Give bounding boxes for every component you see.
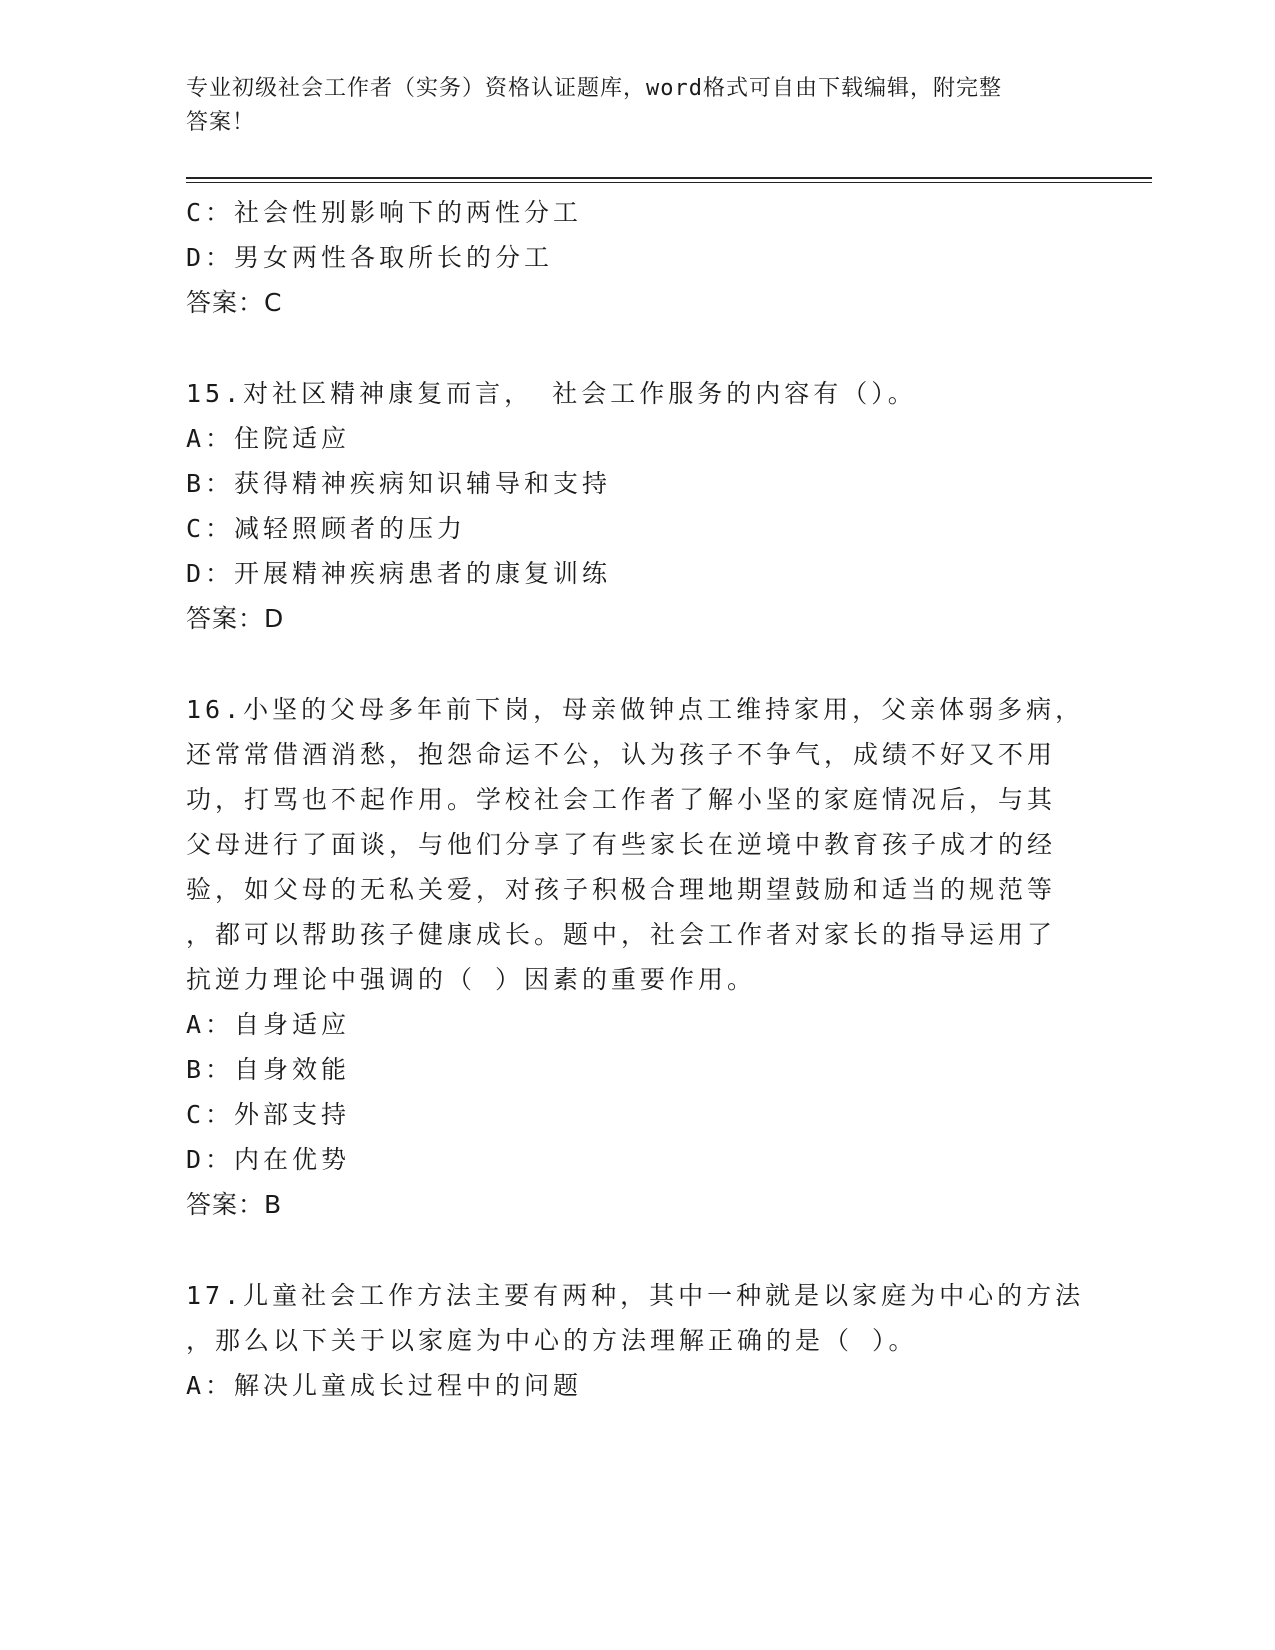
q15-stem: 15.对社区精神康复而言， 社会工作服务的内容有（）。 (186, 379, 917, 408)
spacer (186, 326, 1086, 371)
q17-option-a: A：解决儿童成长过程中的问题 (186, 1371, 583, 1400)
q15-option-d: D：开展精神疾病患者的康复训练 (186, 559, 612, 588)
header-line-2: 答案！ (186, 110, 256, 135)
q15-option-b: B：获得精神疾病知识辅导和支持 (186, 469, 612, 498)
q16-option-a: A：自身适应 (186, 1010, 351, 1039)
question-content (186, 190, 1086, 1408)
q16-stem-line: 还常常借酒消愁，抱怨命运不公，认为孩子不争气，成绩不好又不用 (186, 740, 1057, 769)
q16-stem-line: 抗逆力理论中强调的（ ）因素的重要作用。 (186, 965, 757, 994)
q15-option-a: A：住院适应 (186, 424, 351, 453)
q17-stem-line: 17.儿童社会工作方法主要有两种，其中一种就是以家庭为中心的方法 (186, 1281, 1085, 1310)
q16-option-b: B：自身效能 (186, 1055, 351, 1084)
document-header (186, 72, 1086, 140)
q15-option-c: C：减轻照顾者的压力 (186, 514, 467, 543)
spacer (186, 642, 1086, 687)
q16-stem-line: 验，如父母的无私关爱，对孩子积极合理地期望鼓励和适当的规范等 (186, 875, 1057, 904)
q16-stem-line: 16.小坚的父母多年前下岗，母亲做钟点工维持家用，父亲体弱多病， (186, 695, 1085, 724)
header-line-1: 专业初级社会工作者（实务）资格认证题库，word格式可自由下载编辑，附完整 (186, 76, 1002, 101)
q16-stem-line: 功，打骂也不起作用。学校社会工作者了解小坚的家庭情况后，与其 (186, 785, 1057, 814)
header-divider (186, 177, 1152, 183)
q16-stem-line: ，都可以帮助孩子健康成长。题中，社会工作者对家长的指导运用了 (186, 920, 1057, 949)
spacer (186, 1228, 1086, 1273)
prev-option-c: C：社会性别影响下的两性分工 (186, 198, 583, 227)
q16-option-c: C：外部支持 (186, 1100, 351, 1129)
q15-answer: 答案：D (186, 604, 285, 633)
q16-answer: 答案：B (186, 1190, 283, 1219)
prev-answer: 答案：C (186, 288, 283, 317)
q17-stem-line: ，那么以下关于以家庭为中心的方法理解正确的是（ ）。 (186, 1326, 918, 1355)
q16-option-d: D：内在优势 (186, 1145, 351, 1174)
prev-option-d: D：男女两性各取所长的分工 (186, 243, 554, 272)
q16-stem-line: 父母进行了面谈，与他们分享了有些家长在逆境中教育孩子成才的经 (186, 830, 1057, 859)
